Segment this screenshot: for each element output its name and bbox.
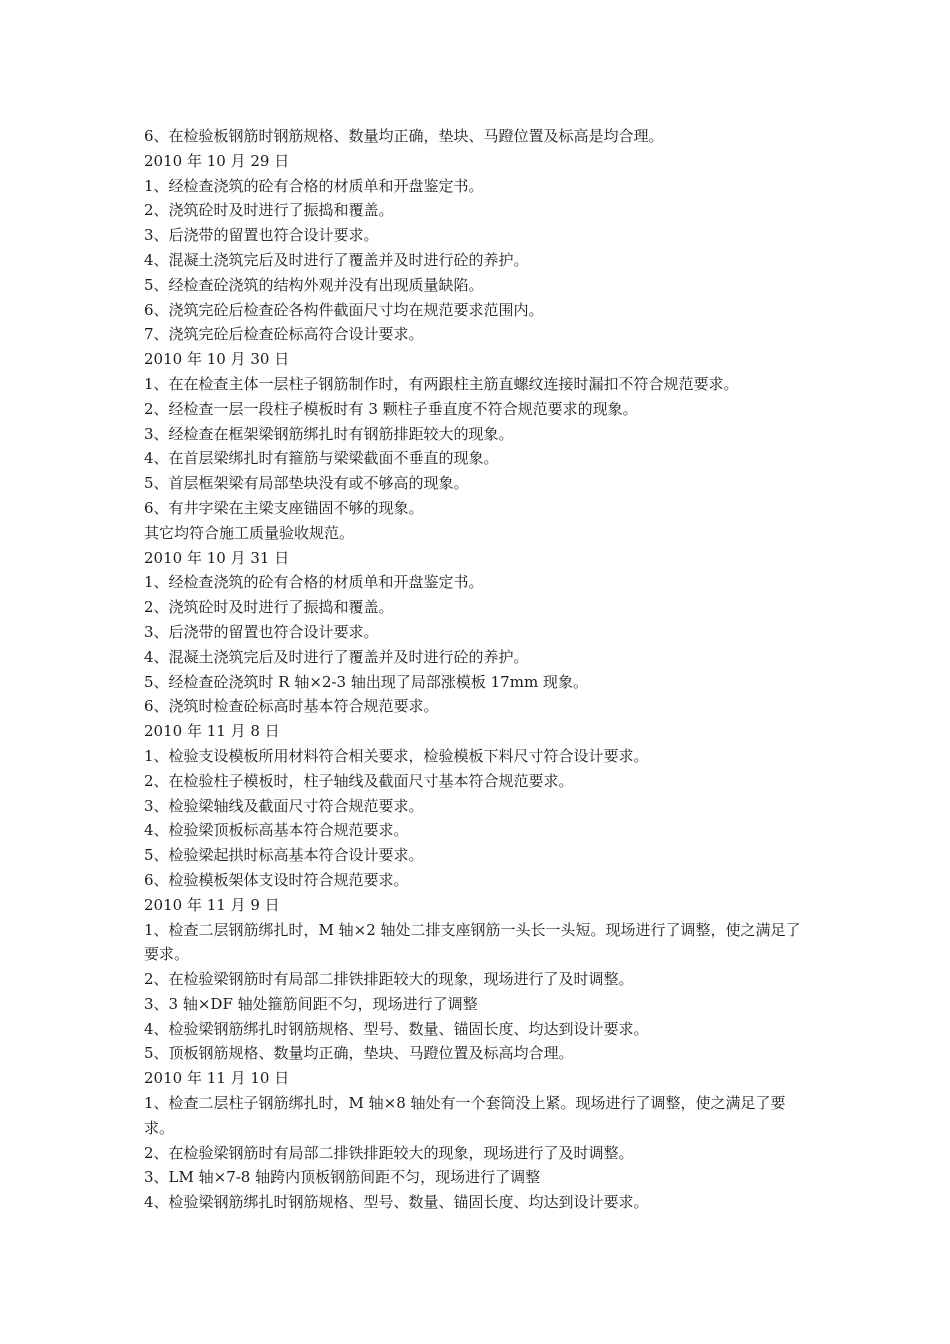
text-line: 2010 年 10 月 30 日 bbox=[144, 350, 290, 369]
text-line: 2010 年 10 月 29 日 bbox=[144, 151, 290, 170]
text-line: 2、在检验梁钢筋时有局部二排铁排距较大的现象，现场进行了及时调整。 bbox=[144, 1143, 634, 1162]
text-line: 2010 年 11 月 10 日 bbox=[144, 1069, 290, 1088]
document-body bbox=[144, 124, 814, 1215]
text-line: 2010 年 11 月 8 日 bbox=[144, 722, 280, 741]
text-line: 2、在检验柱子模板时，柱子轴线及截面尺寸基本符合规范要求。 bbox=[144, 771, 574, 790]
text-line: 6、浇筑时检查砼标高时基本符合规范要求。 bbox=[144, 697, 439, 716]
text-line: 1、检查二层柱子钢筋绑扎时，M 轴×8 轴处有一个套筒没上紧。现场进行了调整，使之满足了要求。 bbox=[144, 1094, 786, 1137]
text-line: 1、检查二层钢筋绑扎时，M 轴×2 轴处二排支座钢筋一头长一头短。现场进行了调整，使之满足了要求。 bbox=[144, 920, 801, 964]
text-line: 7、浇筑完砼后检查砼标高符合设计要求。 bbox=[144, 325, 424, 344]
text-line: 2010 年 10 月 31 日 bbox=[144, 548, 290, 567]
text-line: 1、在在检查主体一层柱子钢筋制作时，有两跟柱主筋直螺纹连接时漏扣不符合规范要求。 bbox=[144, 374, 739, 393]
text-line: 3、3 轴×DF 轴处箍筋间距不匀，现场进行了调整 bbox=[144, 994, 478, 1013]
text-line: 2010 年 11 月 9 日 bbox=[144, 895, 280, 914]
text-line: 4、混凝土浇筑完后及时进行了覆盖并及时进行砼的养护。 bbox=[144, 647, 529, 666]
text-line: 5、检验梁起拱时标高基本符合设计要求。 bbox=[144, 846, 424, 865]
text-line: 6、浇筑完砼后检查砼各构件截面尺寸均在规范要求范围内。 bbox=[144, 300, 544, 319]
text-line: 2、经检查一层一段柱子模板时有 3 颗柱子垂直度不符合规范要求的现象。 bbox=[144, 399, 638, 418]
text-line: 4、在首层梁绑扎时有箍筋与梁梁截面不垂直的现象。 bbox=[144, 449, 499, 468]
text-line: 3、经检查在框架梁钢筋绑扎时有钢筋排距较大的现象。 bbox=[144, 424, 514, 443]
text-line: 4、检验梁顶板标高基本符合规范要求。 bbox=[144, 821, 409, 840]
text-line: 5、顶板钢筋规格、数量均正确，垫块、马蹬位置及标高均合理。 bbox=[144, 1044, 574, 1063]
text-line: 5、经检查砼浇筑时 R 轴×2-3 轴出现了局部涨模板 17mm 现象。 bbox=[144, 672, 588, 691]
text-line: 3、检验梁轴线及截面尺寸符合规范要求。 bbox=[144, 796, 424, 815]
text-line: 4、检验梁钢筋绑扎时钢筋规格、型号、数量、锚固长度、均达到设计要求。 bbox=[144, 1193, 649, 1212]
text-line: 1、经检查浇筑的砼有合格的材质单和开盘鉴定书。 bbox=[144, 176, 484, 195]
text-line: 5、经检查砼浇筑的结构外观并没有出现质量缺陷。 bbox=[144, 275, 484, 294]
text-line: 3、后浇带的留置也符合设计要求。 bbox=[144, 622, 379, 641]
text-line: 6、检验模板架体支设时符合规范要求。 bbox=[144, 870, 409, 889]
text-line: 6、在检验板钢筋时钢筋规格、数量均正确，垫块、马蹬位置及标高是均合理。 bbox=[144, 127, 664, 145]
text-line: 3、LM 轴×7-8 轴跨内顶板钢筋间距不匀，现场进行了调整 bbox=[144, 1168, 541, 1187]
text-line: 4、检验梁钢筋绑扎时钢筋规格、型号、数量、锚固长度、均达到设计要求。 bbox=[144, 1019, 649, 1038]
text-line: 4、混凝土浇筑完后及时进行了覆盖并及时进行砼的养护。 bbox=[144, 250, 529, 269]
text-line: 3、后浇带的留置也符合设计要求。 bbox=[144, 226, 379, 245]
text-line: 6、有井字梁在主梁支座锚固不够的现象。 bbox=[144, 498, 424, 517]
text-line: 其它均符合施工质量验收规范。 bbox=[144, 523, 355, 542]
text-line: 2、浇筑砼时及时进行了振捣和覆盖。 bbox=[144, 598, 394, 617]
text-line: 1、经检查浇筑的砼有合格的材质单和开盘鉴定书。 bbox=[144, 573, 484, 592]
text-line: 5、首层框架梁有局部垫块没有或不够高的现象。 bbox=[144, 474, 469, 493]
text-line: 2、浇筑砼时及时进行了振捣和覆盖。 bbox=[144, 201, 394, 220]
text-line: 2、在检验梁钢筋时有局部二排铁排距较大的现象，现场进行了及时调整。 bbox=[144, 970, 634, 989]
text-line: 1、检验支设模板所用材料符合相关要求，检验模板下料尺寸符合设计要求。 bbox=[144, 746, 649, 765]
